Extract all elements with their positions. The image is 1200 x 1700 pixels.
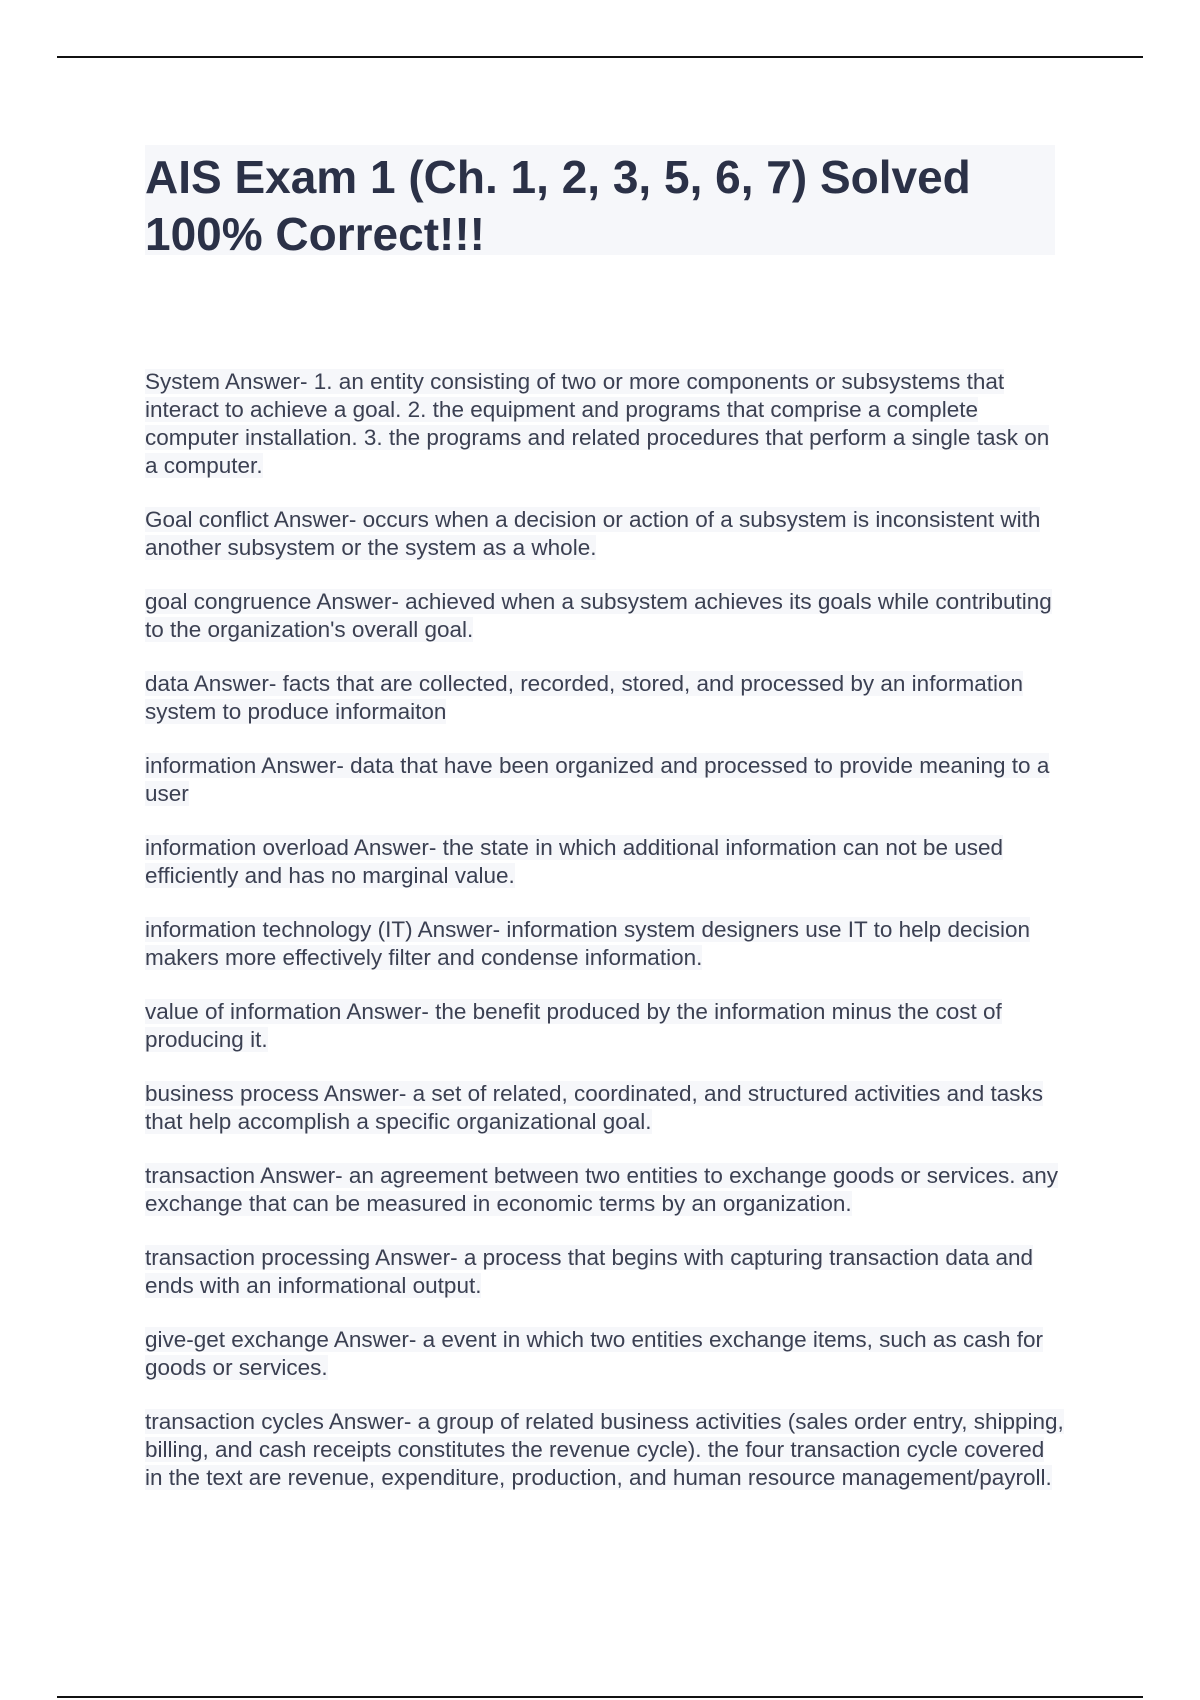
entry-transaction-cycles (145, 1408, 1065, 1492)
entry-give-get-exchange (145, 1326, 1065, 1382)
entry-text: value of information Answer- the benefit produced by the information minus the cost of producing it. (145, 999, 1002, 1052)
entry-transaction-processing (145, 1244, 1065, 1300)
title-block (145, 145, 1055, 260)
entry-goal-congruence (145, 588, 1065, 644)
entry-business-process (145, 1080, 1065, 1136)
entry-information-overload (145, 834, 1065, 890)
entry-text: business process Answer- a set of related, coordinated, and structured activities and tasks that help accomplish a specific organizational goal. (145, 1081, 1043, 1134)
entry-text: give-get exchange Answer- a event in which two entities exchange items, such as cash for goods or services. (145, 1327, 1043, 1380)
entry-text: transaction processing Answer- a process that begins with capturing transaction data and ends with an informational output. (145, 1245, 1034, 1298)
entry-text: transaction cycles Answer- a group of related business activities (sales order entry, shipping, billing, and cash receipts constitutes the revenue cycle). the four transaction cycle covered in the text are revenue, expenditure, production, and human resource management/payroll. (145, 1409, 1064, 1490)
top-rule (57, 56, 1143, 58)
document-title: AIS Exam 1 (Ch. 1, 2, 3, 5, 6, 7) Solved 100% Correct!!! (145, 151, 971, 260)
entry-information-technology (145, 916, 1065, 972)
entry-data (145, 670, 1065, 726)
entry-transaction (145, 1162, 1065, 1218)
entry-list (145, 368, 1065, 1518)
entry-text: information technology (IT) Answer- information system designers use IT to help decision makers more effectively filter and condense information. (145, 917, 1030, 970)
entry-value-of-information (145, 998, 1065, 1054)
entry-text: transaction Answer- an agreement between two entities to exchange goods or services. any exchange that can be measured in economic terms by an organization. (145, 1163, 1059, 1216)
entry-text: System Answer- 1. an entity consisting of two or more components or subsystems that interact to achieve a goal. 2. the equipment and programs that comprise a complete computer installation. 3. the programs and related procedures that perform a single task on a computer. (145, 369, 1050, 478)
entry-goal-conflict (145, 506, 1065, 562)
bottom-rule (57, 1696, 1143, 1698)
entry-information (145, 752, 1065, 808)
entry-text: information overload Answer- the state in which additional information can not be used efficiently and has no marginal value. (145, 835, 1003, 888)
entry-text: goal congruence Answer- achieved when a subsystem achieves its goals while contributing to the organization's overall goal. (145, 589, 1052, 642)
entry-text: information Answer- data that have been organized and processed to provide meaning to a user (145, 753, 1050, 806)
entry-text: data Answer- facts that are collected, recorded, stored, and processed by an information system to produce informaiton (145, 671, 1023, 724)
entry-system (145, 368, 1065, 480)
entry-text: Goal conflict Answer- occurs when a decision or action of a subsystem is inconsistent with another subsystem or the system as a whole. (145, 507, 1041, 560)
